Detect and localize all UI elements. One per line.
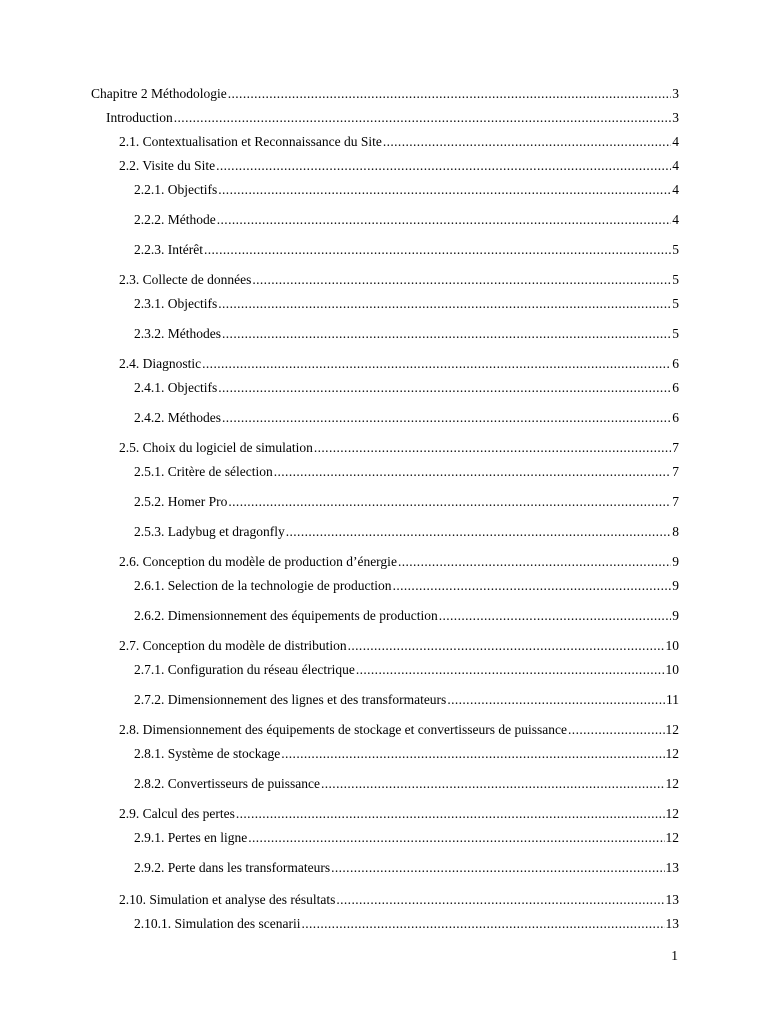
toc-entry-title: 2.9.1. Pertes en ligne [134, 830, 248, 845]
toc-entry[interactable] [134, 860, 679, 876]
toc-entry[interactable] [134, 494, 679, 510]
toc-entry-page: 12 [665, 806, 679, 821]
toc-entry-title: 2.2. Visite du Site [119, 158, 216, 173]
toc-dot-leader [336, 892, 664, 908]
toc-entry-title: 2.10. Simulation et analyse des résultats [119, 892, 336, 907]
toc-dot-leader [321, 776, 665, 792]
toc-entry-page: 3 [672, 110, 679, 125]
toc-entry-page: 3 [672, 86, 679, 101]
toc-entry[interactable] [134, 326, 679, 342]
toc-dot-leader [447, 692, 665, 708]
toc-entry[interactable] [119, 134, 679, 150]
toc-dot-leader [301, 916, 664, 932]
toc-dot-leader [568, 722, 664, 738]
toc-entry-title: 2.9. Calcul des pertes [119, 806, 235, 821]
toc-dot-leader [204, 242, 671, 258]
toc-entry[interactable] [119, 158, 679, 174]
toc-entry-title: 2.5.1. Critère de sélection [134, 464, 273, 479]
toc-entry-page: 5 [672, 326, 679, 341]
toc-entry-page: 13 [665, 892, 679, 907]
toc-dot-leader [248, 830, 664, 846]
toc-entry-title: 2.6. Conception du modèle de production d’énergie [119, 554, 397, 569]
toc-entry-page: 10 [665, 638, 679, 653]
toc-entry-page: 11 [666, 692, 679, 707]
toc-entry[interactable] [119, 554, 679, 570]
toc-entry[interactable] [134, 608, 679, 624]
toc-entry[interactable] [119, 440, 679, 456]
toc-dot-leader [217, 212, 672, 228]
toc-entry[interactable] [119, 722, 679, 738]
toc-dot-leader [314, 440, 671, 456]
toc-entry-title: 2.3. Collecte de données [119, 272, 252, 287]
toc-dot-leader [218, 182, 671, 198]
toc-dot-leader [202, 356, 671, 372]
toc-dot-leader [216, 158, 671, 174]
toc-entry-page: 12 [665, 830, 679, 845]
page-number: 1 [671, 948, 678, 963]
toc-entry-title: 2.9.2. Perte dans les transformateurs [134, 860, 331, 875]
toc-entry[interactable] [119, 638, 679, 654]
toc-entry-title: 2.7.2. Dimensionnement des lignes et des transformateurs [134, 692, 447, 707]
toc-dot-leader [281, 746, 664, 762]
toc-dot-leader [331, 860, 664, 876]
toc-entry[interactable] [134, 916, 679, 932]
toc-entry-page: 12 [665, 746, 679, 761]
toc-dot-leader [228, 494, 671, 510]
toc-entry[interactable] [119, 892, 679, 908]
toc-entry-title: 2.5.3. Ladybug et dragonfly [134, 524, 285, 539]
toc-entry-title: 2.4.2. Méthodes [134, 410, 221, 425]
toc-entry[interactable] [134, 746, 679, 762]
toc-dot-leader [393, 578, 672, 594]
toc-entry-page: 10 [665, 662, 679, 677]
toc-entry-title: 2.2.2. Méthode [134, 212, 216, 227]
toc-entry-title: 2.8.2. Convertisseurs de puissance [134, 776, 320, 791]
toc-dot-leader [218, 380, 671, 396]
toc-entry-title: 2.1. Contextualisation et Reconnaissance du Site [119, 134, 382, 149]
toc-dot-leader [356, 662, 665, 678]
toc-dot-leader [286, 524, 672, 540]
toc-entry[interactable] [119, 806, 679, 822]
toc-entry-title: 2.8. Dimensionnement des équipements de stockage et convertisseurs de puissance [119, 722, 568, 737]
toc-dot-leader [398, 554, 671, 570]
toc-entry[interactable] [134, 830, 679, 846]
toc-dot-leader [218, 296, 671, 312]
toc-entry-page: 7 [672, 494, 679, 509]
toc-entry-page: 13 [665, 860, 679, 875]
toc-entry-title: 2.4.1. Objectifs [134, 380, 218, 395]
toc-entry-title: 2.3.1. Objectifs [134, 296, 218, 311]
toc-entry-page: 7 [672, 464, 679, 479]
toc-entry-page: 4 [672, 182, 679, 197]
toc-entry-page: 4 [672, 134, 679, 149]
toc-entry-title: Introduction [106, 110, 173, 125]
toc-entry-title: 2.4. Diagnostic [119, 356, 202, 371]
toc-entry[interactable] [134, 578, 679, 594]
toc-entry[interactable] [134, 182, 679, 198]
toc-entry[interactable] [134, 242, 679, 258]
toc-dot-leader [252, 272, 671, 288]
toc-dot-leader [348, 638, 665, 654]
toc-dot-leader [439, 608, 672, 624]
toc-entry-page: 4 [672, 212, 679, 227]
toc-dot-leader [383, 134, 671, 150]
toc-entry-page: 6 [672, 356, 679, 371]
toc-entry-page: 12 [665, 776, 679, 791]
toc-entry[interactable] [134, 692, 679, 708]
toc-entry-page: 5 [672, 242, 679, 257]
toc-entry[interactable] [134, 776, 679, 792]
toc-entry-page: 13 [665, 916, 679, 931]
toc-entry-title: 2.7.1. Configuration du réseau électrique [134, 662, 355, 677]
toc-dot-leader [222, 410, 671, 426]
toc-entry-page: 9 [672, 608, 679, 623]
toc-entry[interactable] [134, 212, 679, 228]
toc-entry[interactable] [134, 524, 679, 540]
toc-entry-title: Chapitre 2 Méthodologie [91, 86, 227, 101]
toc-entry-page: 9 [672, 554, 679, 569]
toc-entry[interactable] [119, 356, 679, 372]
toc-entry-title: 2.10.1. Simulation des scenarii [134, 916, 301, 931]
toc-entry-title: 2.2.1. Objectifs [134, 182, 218, 197]
toc-dot-leader [222, 326, 671, 342]
toc-entry-title: 2.3.2. Méthodes [134, 326, 221, 341]
toc-entry[interactable] [134, 662, 679, 678]
toc-entry[interactable] [134, 296, 679, 312]
toc-dot-leader [228, 86, 672, 102]
toc-entry-page: 6 [672, 410, 679, 425]
toc-dot-leader [174, 110, 672, 126]
toc-entry-title: 2.7. Conception du modèle de distribution [119, 638, 347, 653]
toc-entry-page: 12 [665, 722, 679, 737]
toc-entry[interactable] [106, 110, 679, 126]
toc-entry-title: 2.2.3. Intérêt [134, 242, 203, 257]
toc-entry[interactable] [119, 272, 679, 288]
toc-entry-page: 9 [672, 578, 679, 593]
toc-entry-page: 4 [672, 158, 679, 173]
toc-entry-page: 5 [672, 272, 679, 287]
toc-entry-page: 7 [672, 440, 679, 455]
toc-entry[interactable] [91, 86, 679, 102]
toc-entry-page: 8 [672, 524, 679, 539]
toc-dot-leader [274, 464, 672, 480]
toc-entry[interactable] [134, 464, 679, 480]
toc-entry-title: 2.5. Choix du logiciel de simulation [119, 440, 313, 455]
toc-entry-page: 6 [672, 380, 679, 395]
toc-entry[interactable] [134, 380, 679, 396]
toc-dot-leader [236, 806, 665, 822]
toc-entry-title: 2.6.2. Dimensionnement des équipements de production [134, 608, 438, 623]
toc-entry-title: 2.6.1. Selection de la technologie de production [134, 578, 392, 593]
toc-entry-title: 2.5.2. Homer Pro [134, 494, 228, 509]
toc-entry[interactable] [134, 410, 679, 426]
toc-entry-title: 2.8.1. Système de stockage [134, 746, 281, 761]
toc-entry-page: 5 [672, 296, 679, 311]
